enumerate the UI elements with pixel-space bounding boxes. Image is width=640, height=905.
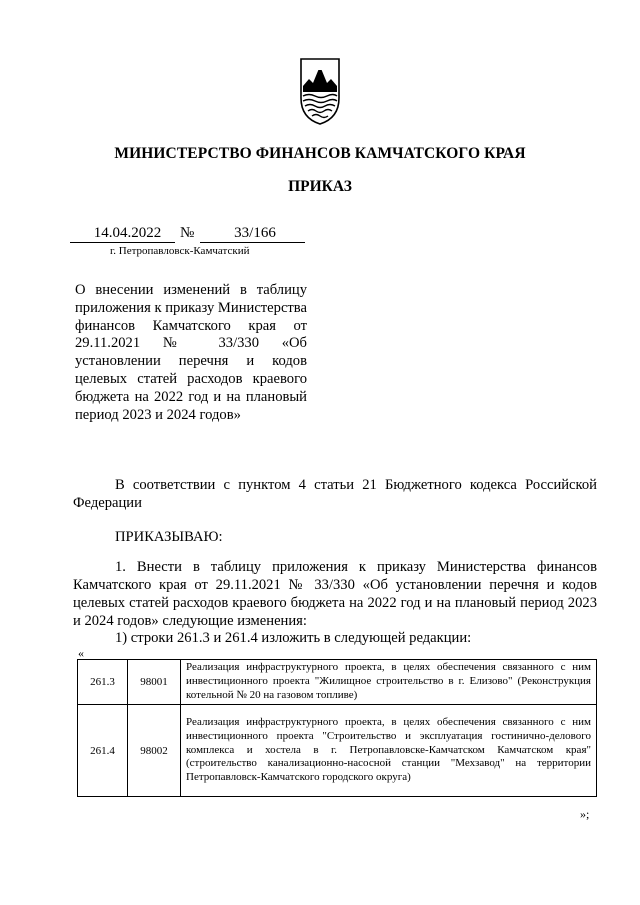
order-subject: О внесении изменений в таблицу приложения к приказу Министерства финансов Камчатского края от 29.11.2021 № 33/330 «Об установлении перечня и кодов целевых статей расходов краевого бюджета на 2022 год и на плановый период 2023 и 2024 годов» bbox=[75, 282, 307, 423]
order-date: 14.04.2022 bbox=[93, 225, 162, 241]
document-type: ПРИКАЗ bbox=[288, 178, 352, 195]
table-row bbox=[78, 660, 597, 705]
coat-of-arms-icon bbox=[298, 56, 342, 126]
order-item-1: 1. Внести в таблицу приложения к приказу Министерства финансов Камчатского края от 29.11.2021 № 33/330 «Об установлении перечня и кодов целевых статей расходов краевого бюджета на 2022 год и на плановый период 2023 и 2024 годов» следующие изменения: bbox=[73, 559, 597, 629]
order-number: 33/166 bbox=[234, 225, 276, 241]
row-number: 261.3 bbox=[78, 660, 128, 705]
table-row bbox=[78, 705, 597, 797]
number-underline bbox=[200, 242, 305, 243]
order-word: ПРИКАЗЫВАЮ: bbox=[115, 529, 223, 545]
issue-city: г. Петропавловск-Камчатский bbox=[110, 245, 250, 257]
row-description: Реализация инфраструктурного проекта, в целях обеспечения связанного с ним инвестиционного проекта "Строительство и эксплуатация гостинично-делового комплекса и хостела в г. Петропавловске-Камчатском Камчатском края" (строительство канализационно-насосной станции "Мехзавод" на территории Петропавловск-Камчатского городского округа) bbox=[181, 705, 597, 797]
legal-basis: В соответствии с пунктом 4 статьи 21 Бюджетного кодекса Российской Федерации bbox=[73, 477, 597, 511]
number-sign: № bbox=[180, 225, 195, 241]
budget-codes-table bbox=[77, 659, 597, 797]
row-code: 98001 bbox=[128, 660, 181, 705]
row-number: 261.4 bbox=[78, 705, 128, 797]
order-subitem-1: 1) строки 261.3 и 261.4 изложить в следующей редакции: bbox=[115, 630, 472, 646]
ministry-title: МИНИСТЕРСТВО ФИНАНСОВ КАМЧАТСКОГО КРАЯ bbox=[114, 145, 526, 162]
date-underline bbox=[70, 242, 175, 243]
row-code: 98002 bbox=[128, 705, 181, 797]
quote-open: « bbox=[78, 646, 84, 660]
quote-close: »; bbox=[580, 807, 590, 821]
row-description: Реализация инфраструктурного проекта, в целях обеспечения связанного с ним инвестиционного проекта "Жилищное строительство в г. Елизово" (Реконструкция котельной № 20 на газовом топливе) bbox=[181, 660, 597, 705]
